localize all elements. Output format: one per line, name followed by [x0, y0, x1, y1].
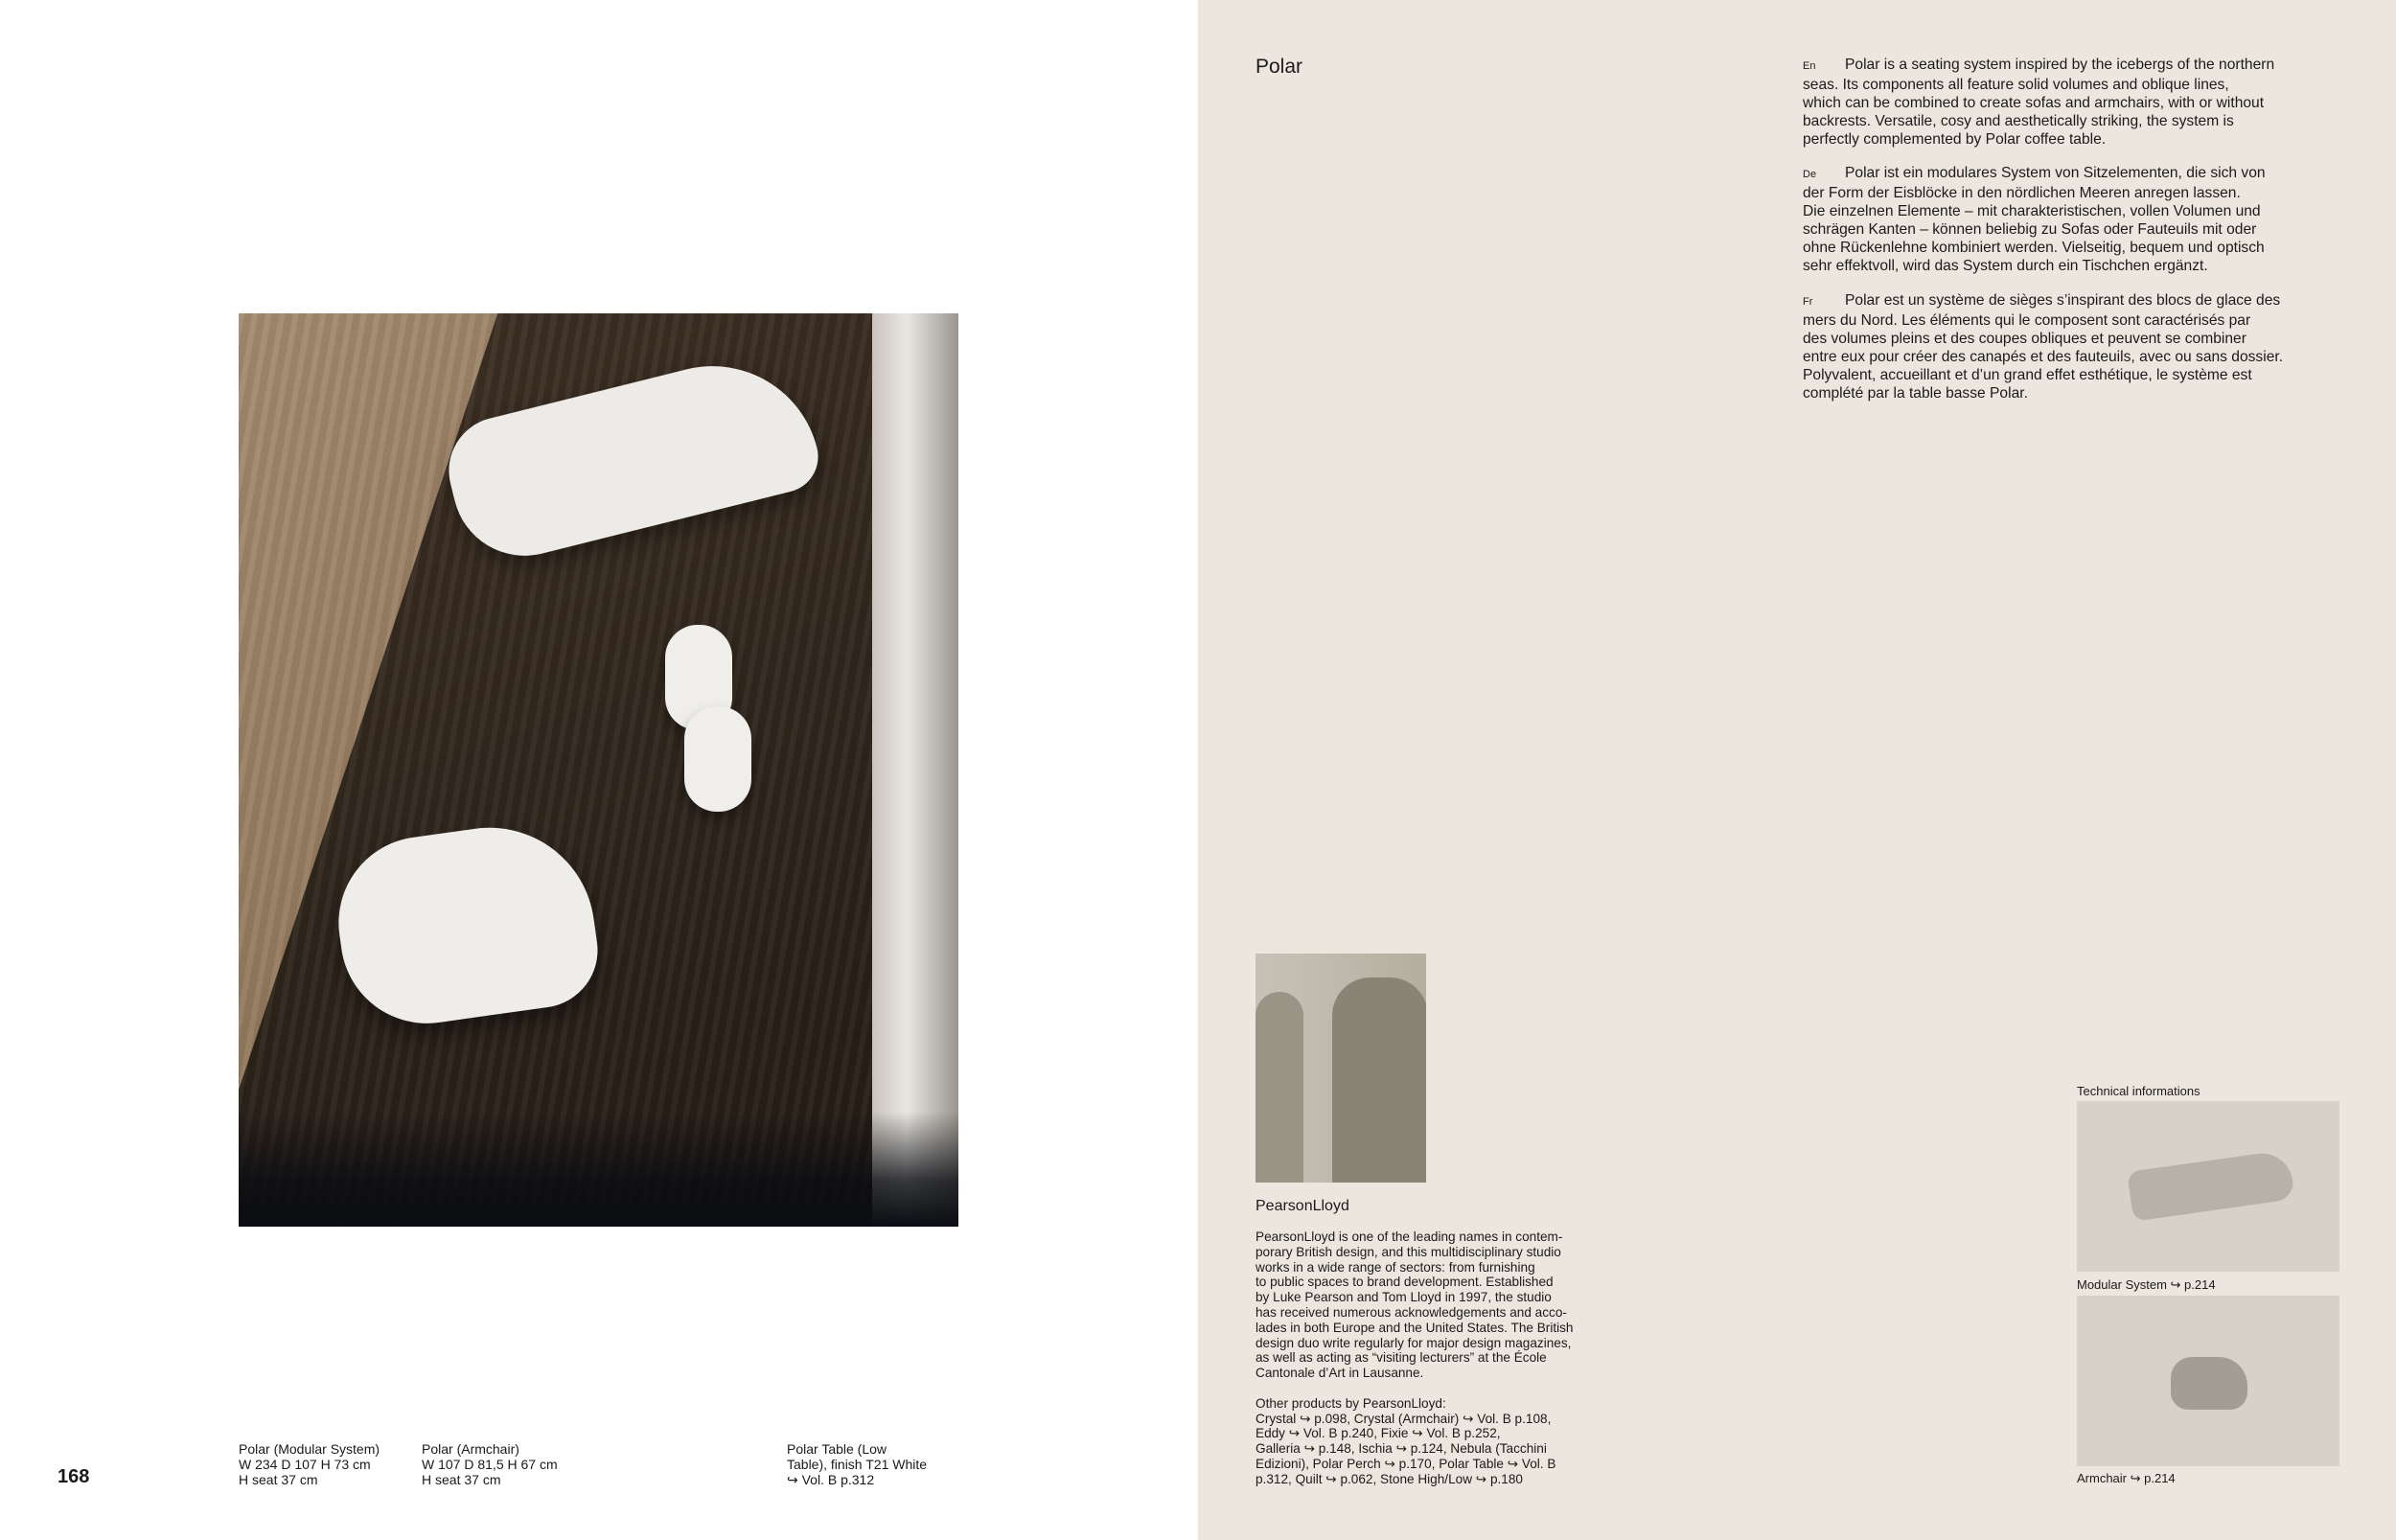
caption-polar-table	[787, 1441, 927, 1487]
bio-line: design duo write regularly for major design magazines,	[1256, 1335, 1572, 1350]
modular-system-link[interactable]: Modular System ↪ p.214	[2077, 1277, 2216, 1292]
designer-portrait-photo	[1256, 954, 1426, 1183]
caption-line: Polar Table (Low	[787, 1441, 887, 1457]
designer-bio	[1256, 1230, 1629, 1487]
description-fr	[1803, 291, 2320, 402]
modular-system-thumbnail[interactable]	[2077, 1101, 2339, 1272]
caption-line: H seat 37 cm	[422, 1472, 501, 1487]
other-products-line[interactable]: Galleria ↪ p.148, Ischia ↪ p.124, Nebula (Tacchini	[1256, 1441, 1547, 1457]
caption-armchair	[422, 1441, 558, 1487]
description-line: entre eux pour créer des canapés et des fauteuils, avec ou sans dossier.	[1803, 349, 2284, 365]
other-products-heading: Other products by PearsonLloyd:	[1256, 1395, 1446, 1411]
balcony-rail	[872, 313, 958, 1227]
bio-line: porary British design, and this multidisciplinary studio	[1256, 1244, 1561, 1259]
description-line: Die einzelnen Elemente – mit charakteristischen, vollen Volumen und	[1803, 203, 2261, 219]
language-tag: De	[1803, 169, 1817, 180]
description-line: des volumes pleins et des coupes obliques et peuvent se combiner	[1803, 331, 2246, 347]
bio-line: lades in both Europe and the United States. The British	[1256, 1320, 1574, 1335]
designer-name: PearsonLloyd	[1256, 1198, 1349, 1214]
description-line: Polar est un système de sièges s’inspirant des blocs de glace des	[1845, 292, 2281, 309]
caption-link[interactable]: ↪ Vol. B p.312	[787, 1472, 875, 1487]
bio-line: by Luke Pearson and Tom Lloyd in 1997, the studio	[1256, 1290, 1552, 1305]
description-line: which can be combined to create sofas and armchairs, with or without	[1803, 95, 2265, 111]
description-line: seas. Its components all feature solid volumes and oblique lines,	[1803, 77, 2229, 93]
bio-line: to public spaces to brand development. Established	[1256, 1275, 1554, 1290]
description-line: sehr effektvoll, wird das System durch ein Tischchen ergänzt.	[1803, 258, 2208, 274]
other-products-line[interactable]: Crystal ↪ p.098, Crystal (Armchair) ↪ Vol. B p.108,	[1256, 1411, 1552, 1426]
armchair-link[interactable]: Armchair ↪ p.214	[2077, 1471, 2176, 1485]
caption-line: H seat 37 cm	[239, 1472, 318, 1487]
description-line: mers du Nord. Les éléments qui le composent sont caractérisés par	[1803, 312, 2251, 329]
language-tag: En	[1803, 60, 1816, 72]
caption-line: Polar (Modular System)	[239, 1441, 380, 1457]
other-products-line[interactable]: Edizioni), Polar Perch ↪ p.170, Polar Table ↪ Vol. B	[1256, 1456, 1556, 1471]
description-line: Polar ist ein modulares System von Sitzelementen, die sich von	[1845, 165, 2266, 181]
bio-line: works in a wide range of sectors: from furnishing	[1256, 1259, 1535, 1275]
polar-table-shape	[684, 706, 751, 812]
description-de	[1803, 164, 2320, 275]
description-line: complété par la table basse Polar.	[1803, 385, 2028, 402]
caption-line: Polar (Armchair)	[422, 1441, 519, 1457]
caption-line: W 107 D 81,5 H 67 cm	[422, 1457, 558, 1472]
description-line: Polar is a seating system inspired by the icebergs of the northern	[1845, 57, 2275, 73]
page-number: 168	[58, 1466, 90, 1487]
armchair-shape	[2171, 1357, 2247, 1410]
caption-line: W 234 D 107 H 73 cm	[239, 1457, 371, 1472]
page-title: Polar	[1256, 56, 1303, 78]
bio-line: Cantonale d’Art in Lausanne.	[1256, 1366, 1424, 1381]
bio-line: PearsonLloyd is one of the leading names in contem-	[1256, 1230, 1563, 1244]
technical-info-label: Technical informations	[2077, 1084, 2200, 1098]
designer-silhouette	[1256, 992, 1303, 1183]
description-line: Polyvalent, accueillant et d’un grand effet esthétique, le système est	[1803, 367, 2252, 383]
description-line: backrests. Versatile, cosy and aesthetically striking, the system is	[1803, 113, 2234, 129]
description-line: der Form der Eisblöcke in den nördlichen Meeren anregen lassen.	[1803, 185, 2241, 201]
language-tag: Fr	[1803, 296, 1813, 308]
caption-modular-system	[239, 1441, 380, 1487]
description-line: schrägen Kanten – können beliebig zu Sofas oder Fauteuils mit oder	[1803, 221, 2257, 238]
other-products-line[interactable]: p.312, Quilt ↪ p.062, Stone High/Low ↪ p.180	[1256, 1471, 1523, 1486]
armchair-thumbnail[interactable]	[2077, 1296, 2339, 1466]
bio-line: as well as acting as “visiting lecturers” at the École	[1256, 1350, 1547, 1366]
description-line: ohne Rückenlehne kombiniert werden. Vielseitig, bequem und optisch	[1803, 240, 2265, 256]
other-products-line[interactable]: Eddy ↪ Vol. B p.240, Fixie ↪ Vol. B p.252,	[1256, 1426, 1501, 1441]
description-line: perfectly complemented by Polar coffee table.	[1803, 131, 2107, 148]
description-en	[1803, 56, 2320, 149]
bio-line: has received numerous acknowledgements and acco-	[1256, 1304, 1567, 1320]
modular-sofa-shape	[2127, 1149, 2295, 1221]
polar-interior-photo	[239, 313, 958, 1227]
designer-silhouette	[1332, 977, 1426, 1183]
photo-shadow	[239, 1112, 958, 1227]
caption-line: Table), finish T21 White	[787, 1457, 928, 1472]
